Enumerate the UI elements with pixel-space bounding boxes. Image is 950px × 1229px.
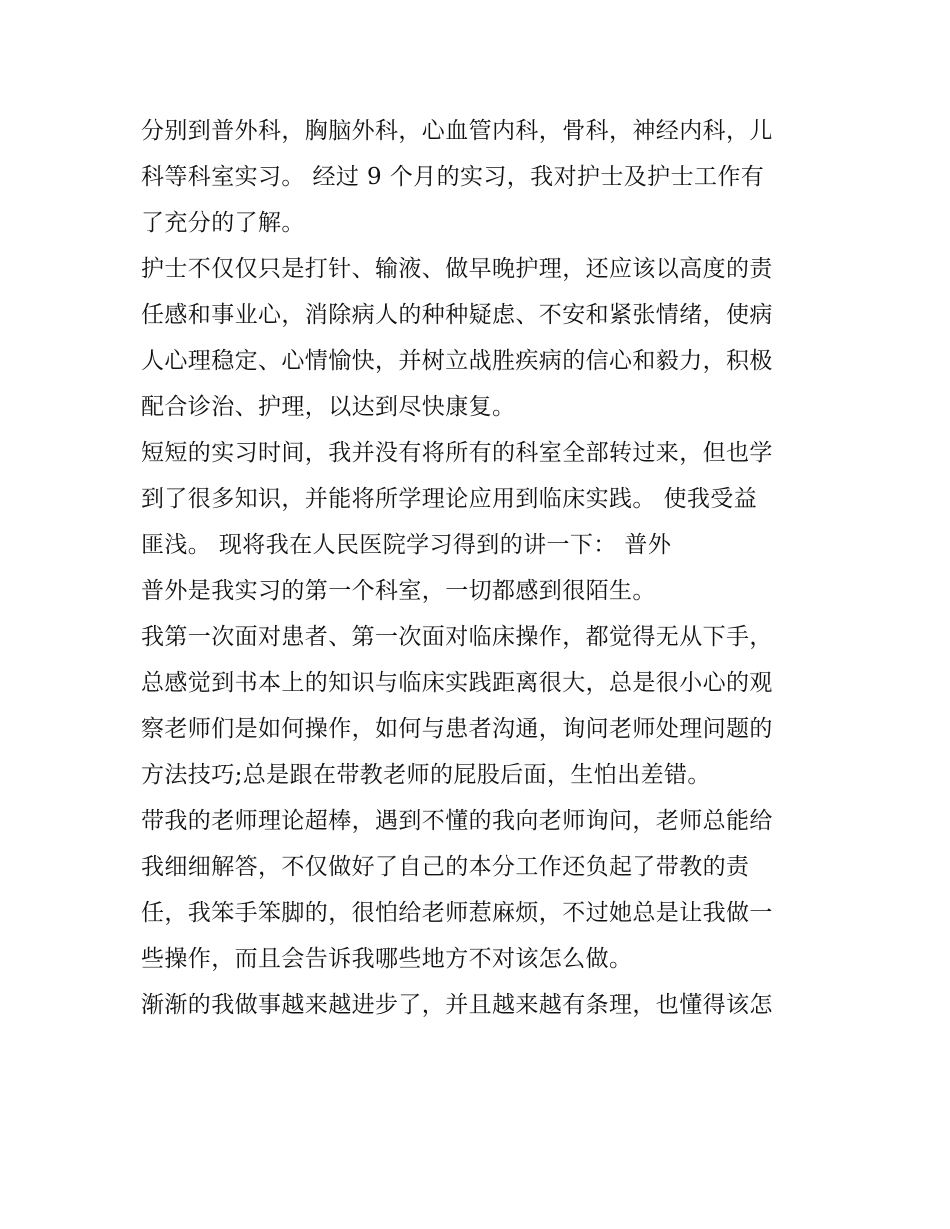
text-line: 匪浅。 现将我在人民医院学习得到的讲一下： 普外: [141, 532, 672, 558]
text-line: 短短的实习时间，我并没有将所有的科室全部转过来，但也学: [141, 440, 773, 466]
text-line: 我细细解答，不仅做好了自己的本分工作还负起了带教的责: [141, 854, 750, 880]
text-line: 普外是我实习的第一个科室，一切都感到很陌生。: [141, 578, 656, 604]
text-line: 带我的老师理论超棒，遇到不懂的我向老师询问，老师总能给: [141, 808, 773, 834]
text-line: 我第一次面对患者、第一次面对临床操作，都觉得无从下手，: [141, 624, 773, 650]
text-line: 到了很多知识，并能将所学理论应用到临床实践。 使我受益: [141, 486, 758, 512]
text-line: 察老师们是如何操作，如何与患者沟通，询问老师处理问题的: [141, 716, 773, 742]
text-line: 方法技巧;总是跟在带教老师的屁股后面，生怕出差错。: [141, 762, 711, 788]
text-line: 分别到普外科，胸脑外科，心血管内科，骨科，神经内科，儿: [141, 118, 773, 144]
text-line: 些操作，而且会告诉我哪些地方不对该怎么做。: [141, 946, 633, 972]
text-line: 任，我笨手笨脚的，很怕给老师惹麻烦，不过她总是让我做一: [141, 900, 773, 926]
text-line: 渐渐的我做事越来越进步了，并且越来越有条理，也懂得该怎: [141, 992, 773, 1018]
text-line: 配合诊治、护理，以达到尽快康复。: [141, 394, 516, 420]
text-line: 科等科室实习。 经过 9 个月的实习，我对护士及护士工作有: [141, 164, 765, 190]
document-body: [141, 108, 821, 1028]
text-line: 护士不仅仅只是打针、输液、做早晚护理，还应该以高度的责: [141, 256, 773, 282]
text-line: 总感觉到书本上的知识与临床实践距离很大，总是很小心的观: [141, 670, 773, 696]
text-line: 人心理稳定、心情愉快，并树立战胜疾病的信心和毅力，积极: [141, 348, 773, 374]
text-line: 任感和事业心，消除病人的种种疑虑、不安和紧张情绪，使病: [141, 302, 773, 328]
text-line: 了充分的了解。: [141, 210, 305, 236]
